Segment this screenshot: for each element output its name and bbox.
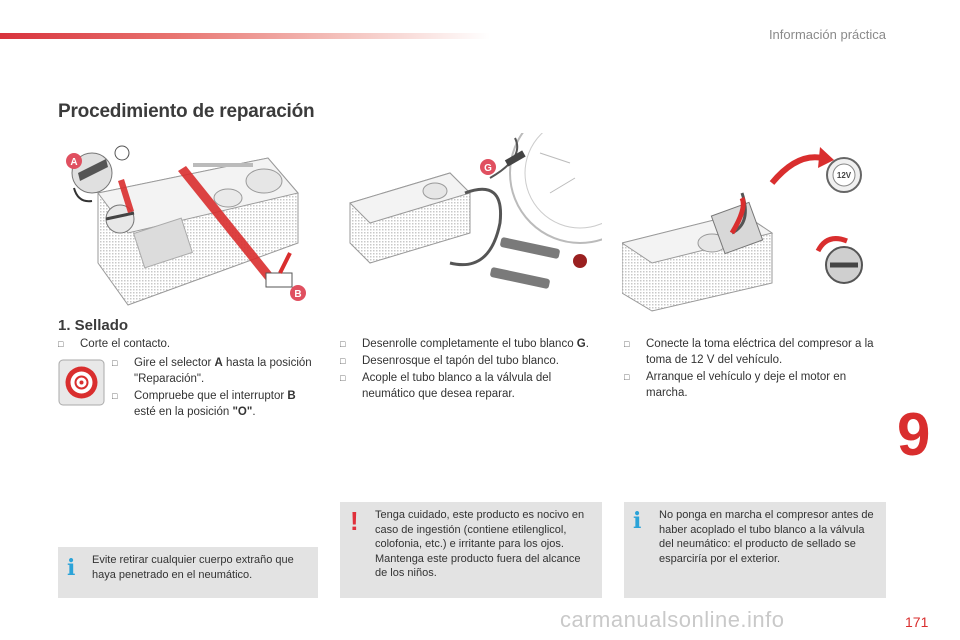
page-title: Procedimiento de reparación — [58, 101, 315, 122]
list-item-text: Desenrolle completamente el tubo blanco — [362, 338, 577, 350]
col1-list — [58, 336, 318, 353]
list-item — [624, 369, 886, 401]
col1-sublist — [112, 355, 312, 421]
list-item — [624, 336, 886, 368]
section-title: Información práctica — [768, 27, 886, 42]
list-item — [340, 336, 602, 352]
list-item-text: esté en la posición — [134, 406, 233, 418]
switch-label: B — [287, 390, 296, 402]
list-item-text: . — [252, 406, 256, 418]
figure-hose-valve — [340, 133, 602, 313]
list-item-text: hasta la posición "Reparación". — [134, 357, 312, 385]
list-item — [340, 370, 602, 402]
label-g: G — [484, 163, 492, 174]
list-item-text: Compruebe que el interruptor — [134, 390, 288, 402]
list-item — [112, 388, 312, 420]
chapter-number: 9 — [897, 401, 931, 468]
col2-list — [340, 336, 602, 403]
list-item — [340, 353, 602, 369]
repair-mode-icon — [58, 359, 105, 406]
selector-label: A — [214, 357, 223, 369]
warning-box-text: Tenga cuidado, este producto es nocivo en caso de ingestión (contiene etilenglicol, colofonia, etc.) e irritante para los ojos. Mantenga este producto fuera del alcance de los niños. — [375, 509, 585, 579]
header-accent-bar — [0, 33, 490, 39]
label-b: B — [294, 289, 302, 300]
hose-label: G — [576, 338, 586, 350]
list-item-text: Corte el contacto. — [80, 338, 171, 350]
info-icon: i — [633, 508, 642, 534]
list-item — [58, 336, 318, 352]
col3-list — [624, 336, 886, 402]
watermark: carmanualsonline.info — [560, 607, 785, 632]
figure-compressor-selector — [58, 133, 320, 313]
info-icon: i — [67, 555, 76, 581]
label-a: A — [70, 157, 78, 168]
page-number: 171 — [905, 614, 929, 630]
info-box-compressor — [624, 502, 886, 598]
list-item-text: . — [585, 338, 589, 350]
step-title: 1. Sellado — [58, 317, 129, 334]
list-item-text: Acople el tubo blanco a la válvula del neumático que desea reparar. — [362, 372, 552, 400]
info-box-text: No ponga en marcha el compresor antes de haber acoplado el tubo blanco a la válvula del neumático: el producto de sellado se esparciría por el exterior. — [659, 509, 874, 565]
list-item-text: Desenrosque el tapón del tubo blanco. — [362, 355, 559, 367]
figure-12v-socket — [622, 133, 884, 313]
list-item-text: Arranque el vehículo y deje el motor en marcha. — [646, 371, 847, 399]
list-item — [112, 355, 312, 387]
socket-label: 12V — [836, 171, 852, 180]
switch-position: "O" — [232, 406, 253, 418]
warning-icon: ! — [350, 506, 359, 536]
warning-box-chemical — [340, 502, 602, 598]
list-item-text: Conecte la toma eléctrica del compresor a la toma de 12 V del vehículo. — [646, 338, 874, 366]
info-box-text: Evite retirar cualquier cuerpo extraño que haya penetrado en el neumático. — [92, 554, 294, 581]
list-item-text: Gire el selector — [134, 357, 215, 369]
info-box-foreign-object — [58, 547, 318, 598]
